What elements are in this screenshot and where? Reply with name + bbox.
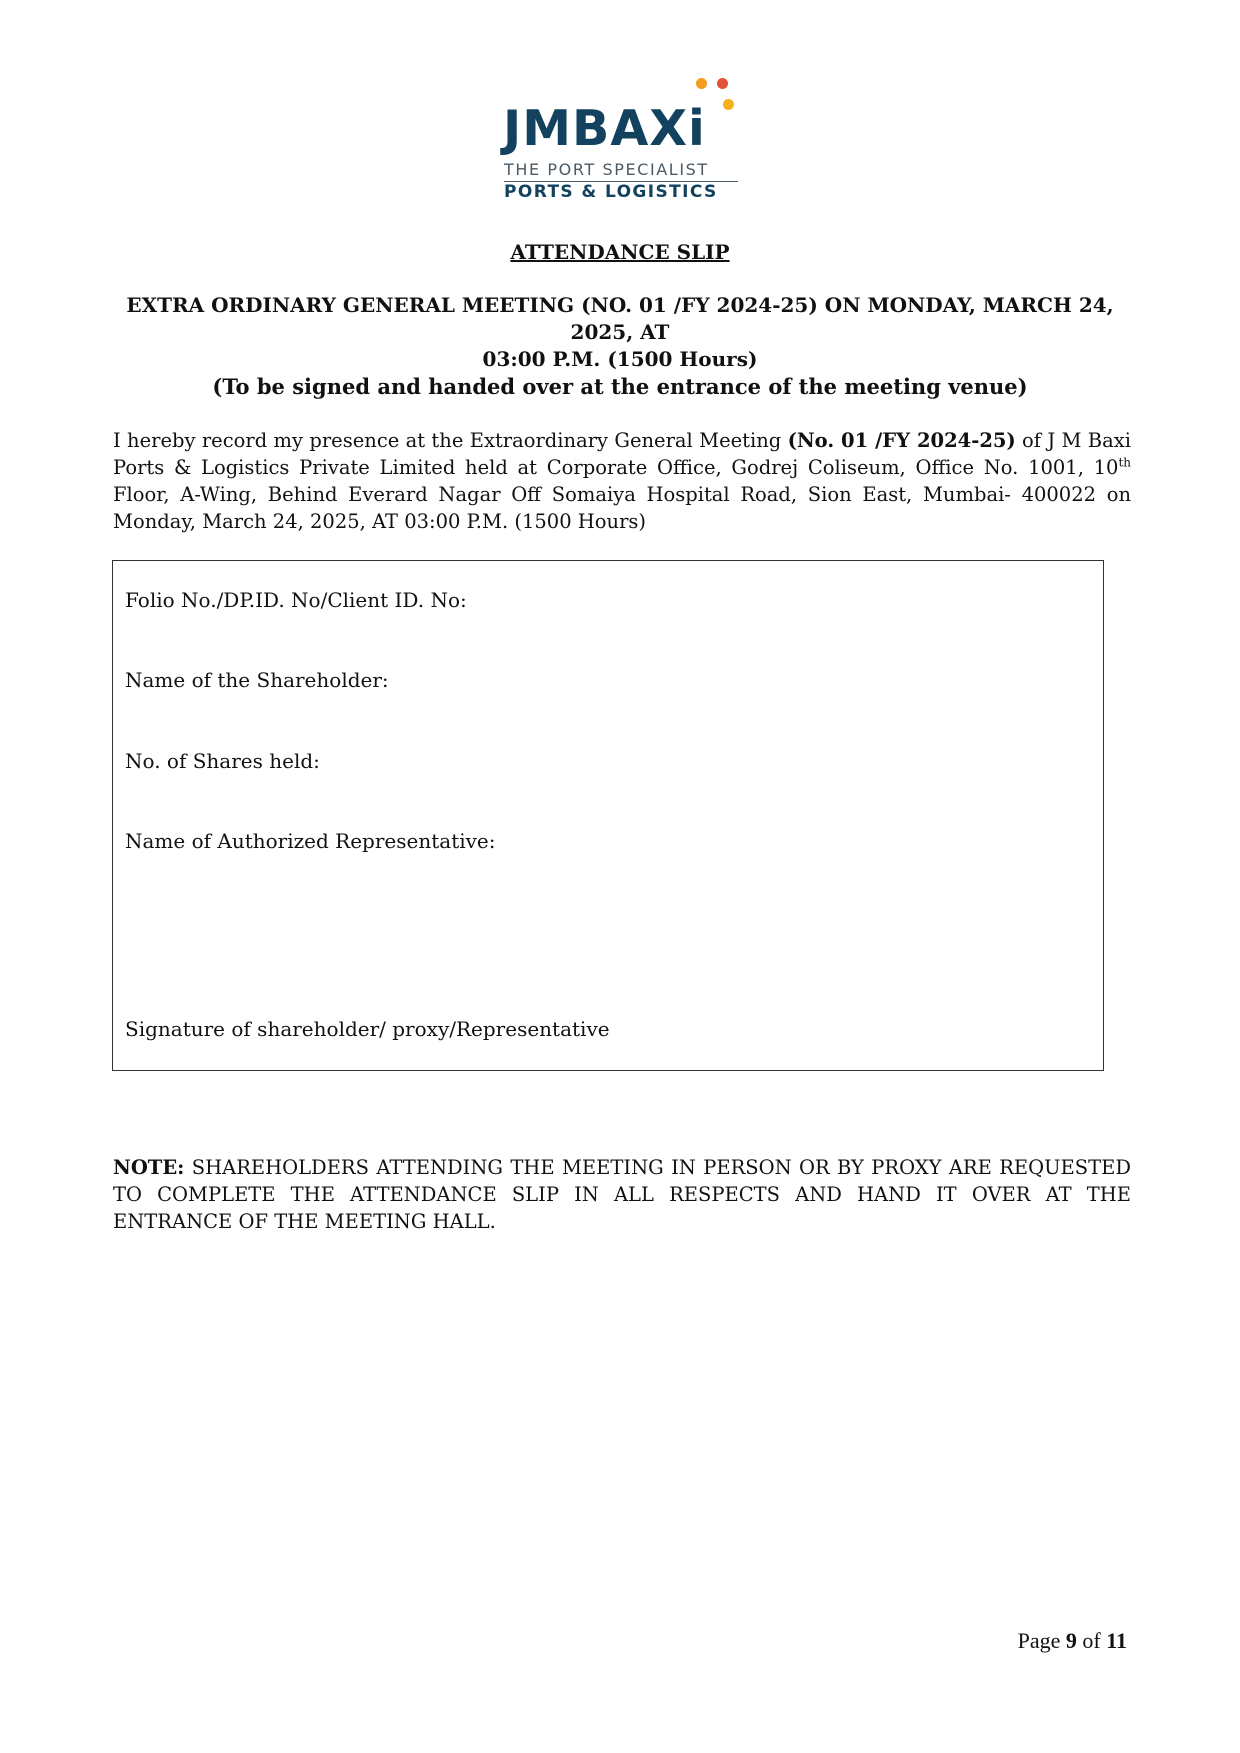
logo-dot-orange bbox=[696, 78, 707, 89]
note-label: NOTE: bbox=[113, 1156, 185, 1179]
meeting-title-line2: 03:00 P.M. (1500 Hours) bbox=[482, 347, 758, 371]
ordinal-suffix: th bbox=[1118, 455, 1131, 470]
meeting-title bbox=[113, 292, 1127, 373]
record-text-part3: Floor, A-Wing, Behind Everard Nagar Off Somaiya Hospital Road, Sion East, Mumbai- 400022 on Monday, March 24, 2025, AT 03:00 P.M. (1500 Hours) bbox=[113, 483, 1131, 533]
of-word: of bbox=[1076, 1628, 1107, 1653]
logo-tagline: THE PORT SPECIALIST bbox=[504, 160, 709, 179]
document-title: ATTENDANCE SLIP bbox=[510, 240, 730, 264]
page-word: Page bbox=[1017, 1628, 1066, 1653]
note-text: SHAREHOLDERS ATTENDING THE MEETING IN PERSON OR BY PROXY ARE REQUESTED TO COMPLETE THE ATTENDANCE SLIP IN ALL RESPECTS AND HAND IT OVER AT THE ENTRANCE OF THE MEETING HALL. bbox=[113, 1156, 1131, 1233]
record-text-part2: of J M Baxi Ports & Logistics Private Limited held at Corporate Office, Godrej Coliseum, Office No. 1001, 10 bbox=[113, 429, 1131, 479]
meeting-reference: (No. 01 /FY 2024-25) bbox=[787, 429, 1016, 452]
current-page: 9 bbox=[1065, 1628, 1077, 1653]
attendance-form-box bbox=[112, 560, 1104, 1071]
shares-held-field[interactable]: No. of Shares held: bbox=[125, 749, 320, 773]
signature-field[interactable]: Signature of shareholder/ proxy/Representative bbox=[125, 1017, 610, 1041]
presence-record-paragraph bbox=[113, 427, 1131, 535]
company-logo bbox=[500, 78, 750, 208]
logo-division: PORTS & LOGISTICS bbox=[504, 182, 718, 202]
note-paragraph bbox=[113, 1154, 1131, 1235]
logo-dot-yellow bbox=[723, 99, 734, 110]
meeting-title-line1: EXTRA ORDINARY GENERAL MEETING (NO. 01 /FY 2024-25) ON MONDAY, MARCH 24, 2025, AT bbox=[126, 293, 1114, 344]
instruction-text: (To be signed and handed over at the entrance of the meeting venue) bbox=[212, 374, 1028, 399]
logo-wordmark: JMBAXi bbox=[503, 100, 706, 157]
page-number bbox=[1018, 1628, 1127, 1654]
shareholder-name-field[interactable]: Name of the Shareholder: bbox=[125, 668, 389, 692]
total-pages: 11 bbox=[1106, 1628, 1127, 1653]
folio-field[interactable]: Folio No./DP.ID. No/Client ID. No: bbox=[125, 588, 467, 612]
record-text-part1: I hereby record my presence at the Extraordinary General Meeting bbox=[113, 429, 788, 452]
logo-dot-red bbox=[717, 78, 728, 89]
authorized-representative-field[interactable]: Name of Authorized Representative: bbox=[125, 829, 496, 853]
